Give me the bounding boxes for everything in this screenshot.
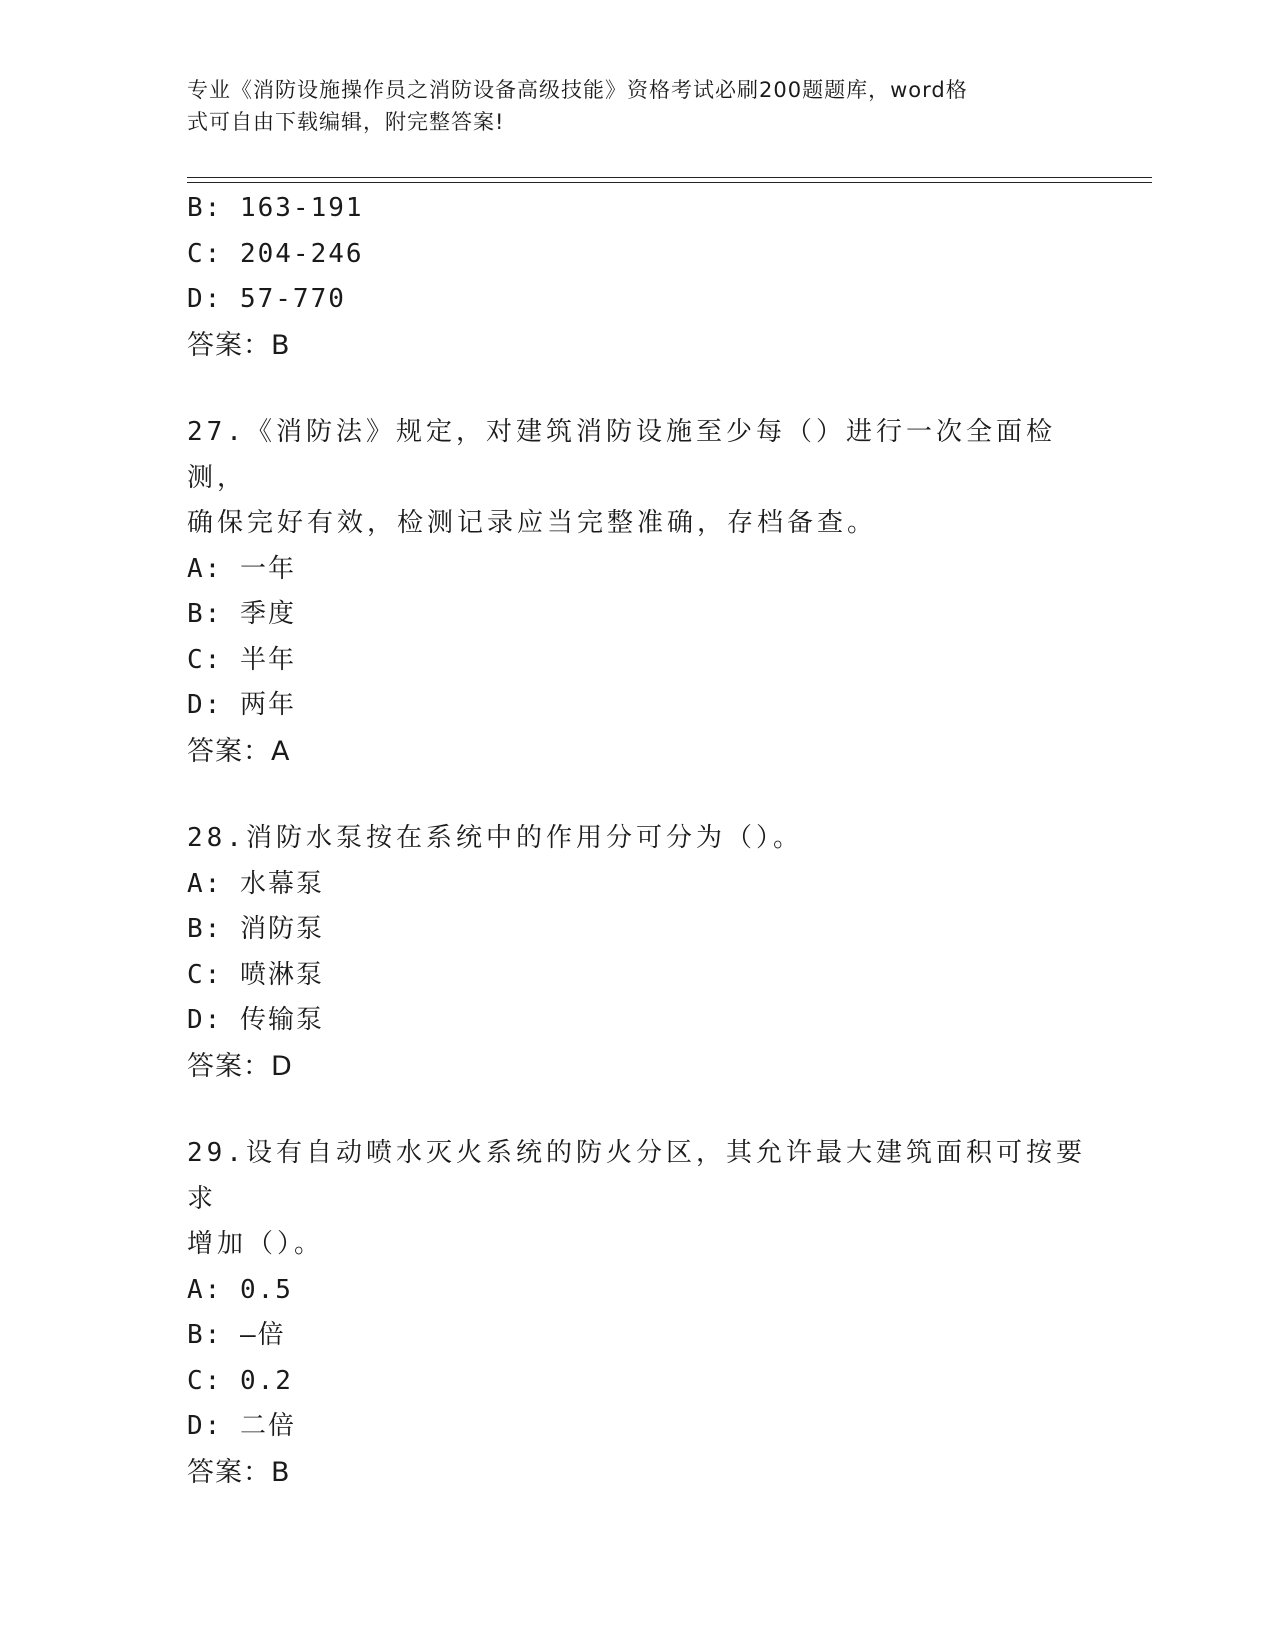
- answer: 答案：A: [187, 735, 291, 767]
- spacer: [187, 774, 1087, 816]
- option-c: C: 半年: [187, 644, 296, 675]
- header-line-1: 专业《消防设施操作员之消防设备高级技能》资格考试必刷200题题库，word格: [187, 78, 968, 102]
- question-29: [187, 1131, 1087, 1495]
- option-b: B: 消防泵: [187, 914, 324, 944]
- question-stem-line-1: 28.消防水泵按在系统中的作用分可分为（）。: [187, 823, 803, 853]
- answer: 答案：B: [187, 329, 291, 361]
- answer: 答案：B: [187, 1456, 291, 1488]
- question-stem-line-1: 27.《消防法》规定，对建筑消防设施至少每（）进行一次全面检测，: [187, 417, 1056, 493]
- option-b: B: 163-191: [187, 193, 364, 223]
- header-line-2: 式可自由下载编辑，附完整答案!: [187, 110, 505, 134]
- option-c: C: 204-246: [187, 238, 364, 269]
- question-list: [187, 186, 1087, 1495]
- question-stem-line-2: 确保完好有效，检测记录应当完整准确，存档备查。: [187, 508, 878, 538]
- option-b: B: —倍: [187, 1320, 286, 1350]
- answer: 答案：D: [187, 1050, 293, 1082]
- question-28: [187, 816, 1087, 1089]
- question-27: [187, 410, 1087, 774]
- option-a: A: 一年: [187, 553, 296, 584]
- question-stem-line-2: 增加（）。: [187, 1229, 325, 1259]
- spacer: [187, 368, 1087, 410]
- document-header: [187, 74, 1067, 138]
- question-stem-line-1: 29.设有自动喷水灭火系统的防火分区，其允许最大建筑面积可按要求: [187, 1138, 1086, 1214]
- option-a: A: 水幕泵: [187, 868, 324, 899]
- spacer: [187, 1089, 1087, 1131]
- option-d: D: 57-770: [187, 284, 346, 314]
- option-d: D: 两年: [187, 690, 296, 720]
- header-divider: [187, 177, 1152, 183]
- question-26-partial: [187, 186, 1087, 368]
- option-b: B: 季度: [187, 599, 296, 629]
- option-c: C: 0.2: [187, 1365, 293, 1396]
- option-d: D: 二倍: [187, 1411, 296, 1441]
- option-a: A: 0.5: [187, 1274, 293, 1305]
- option-d: D: 传输泵: [187, 1005, 324, 1035]
- option-c: C: 喷淋泵: [187, 959, 324, 990]
